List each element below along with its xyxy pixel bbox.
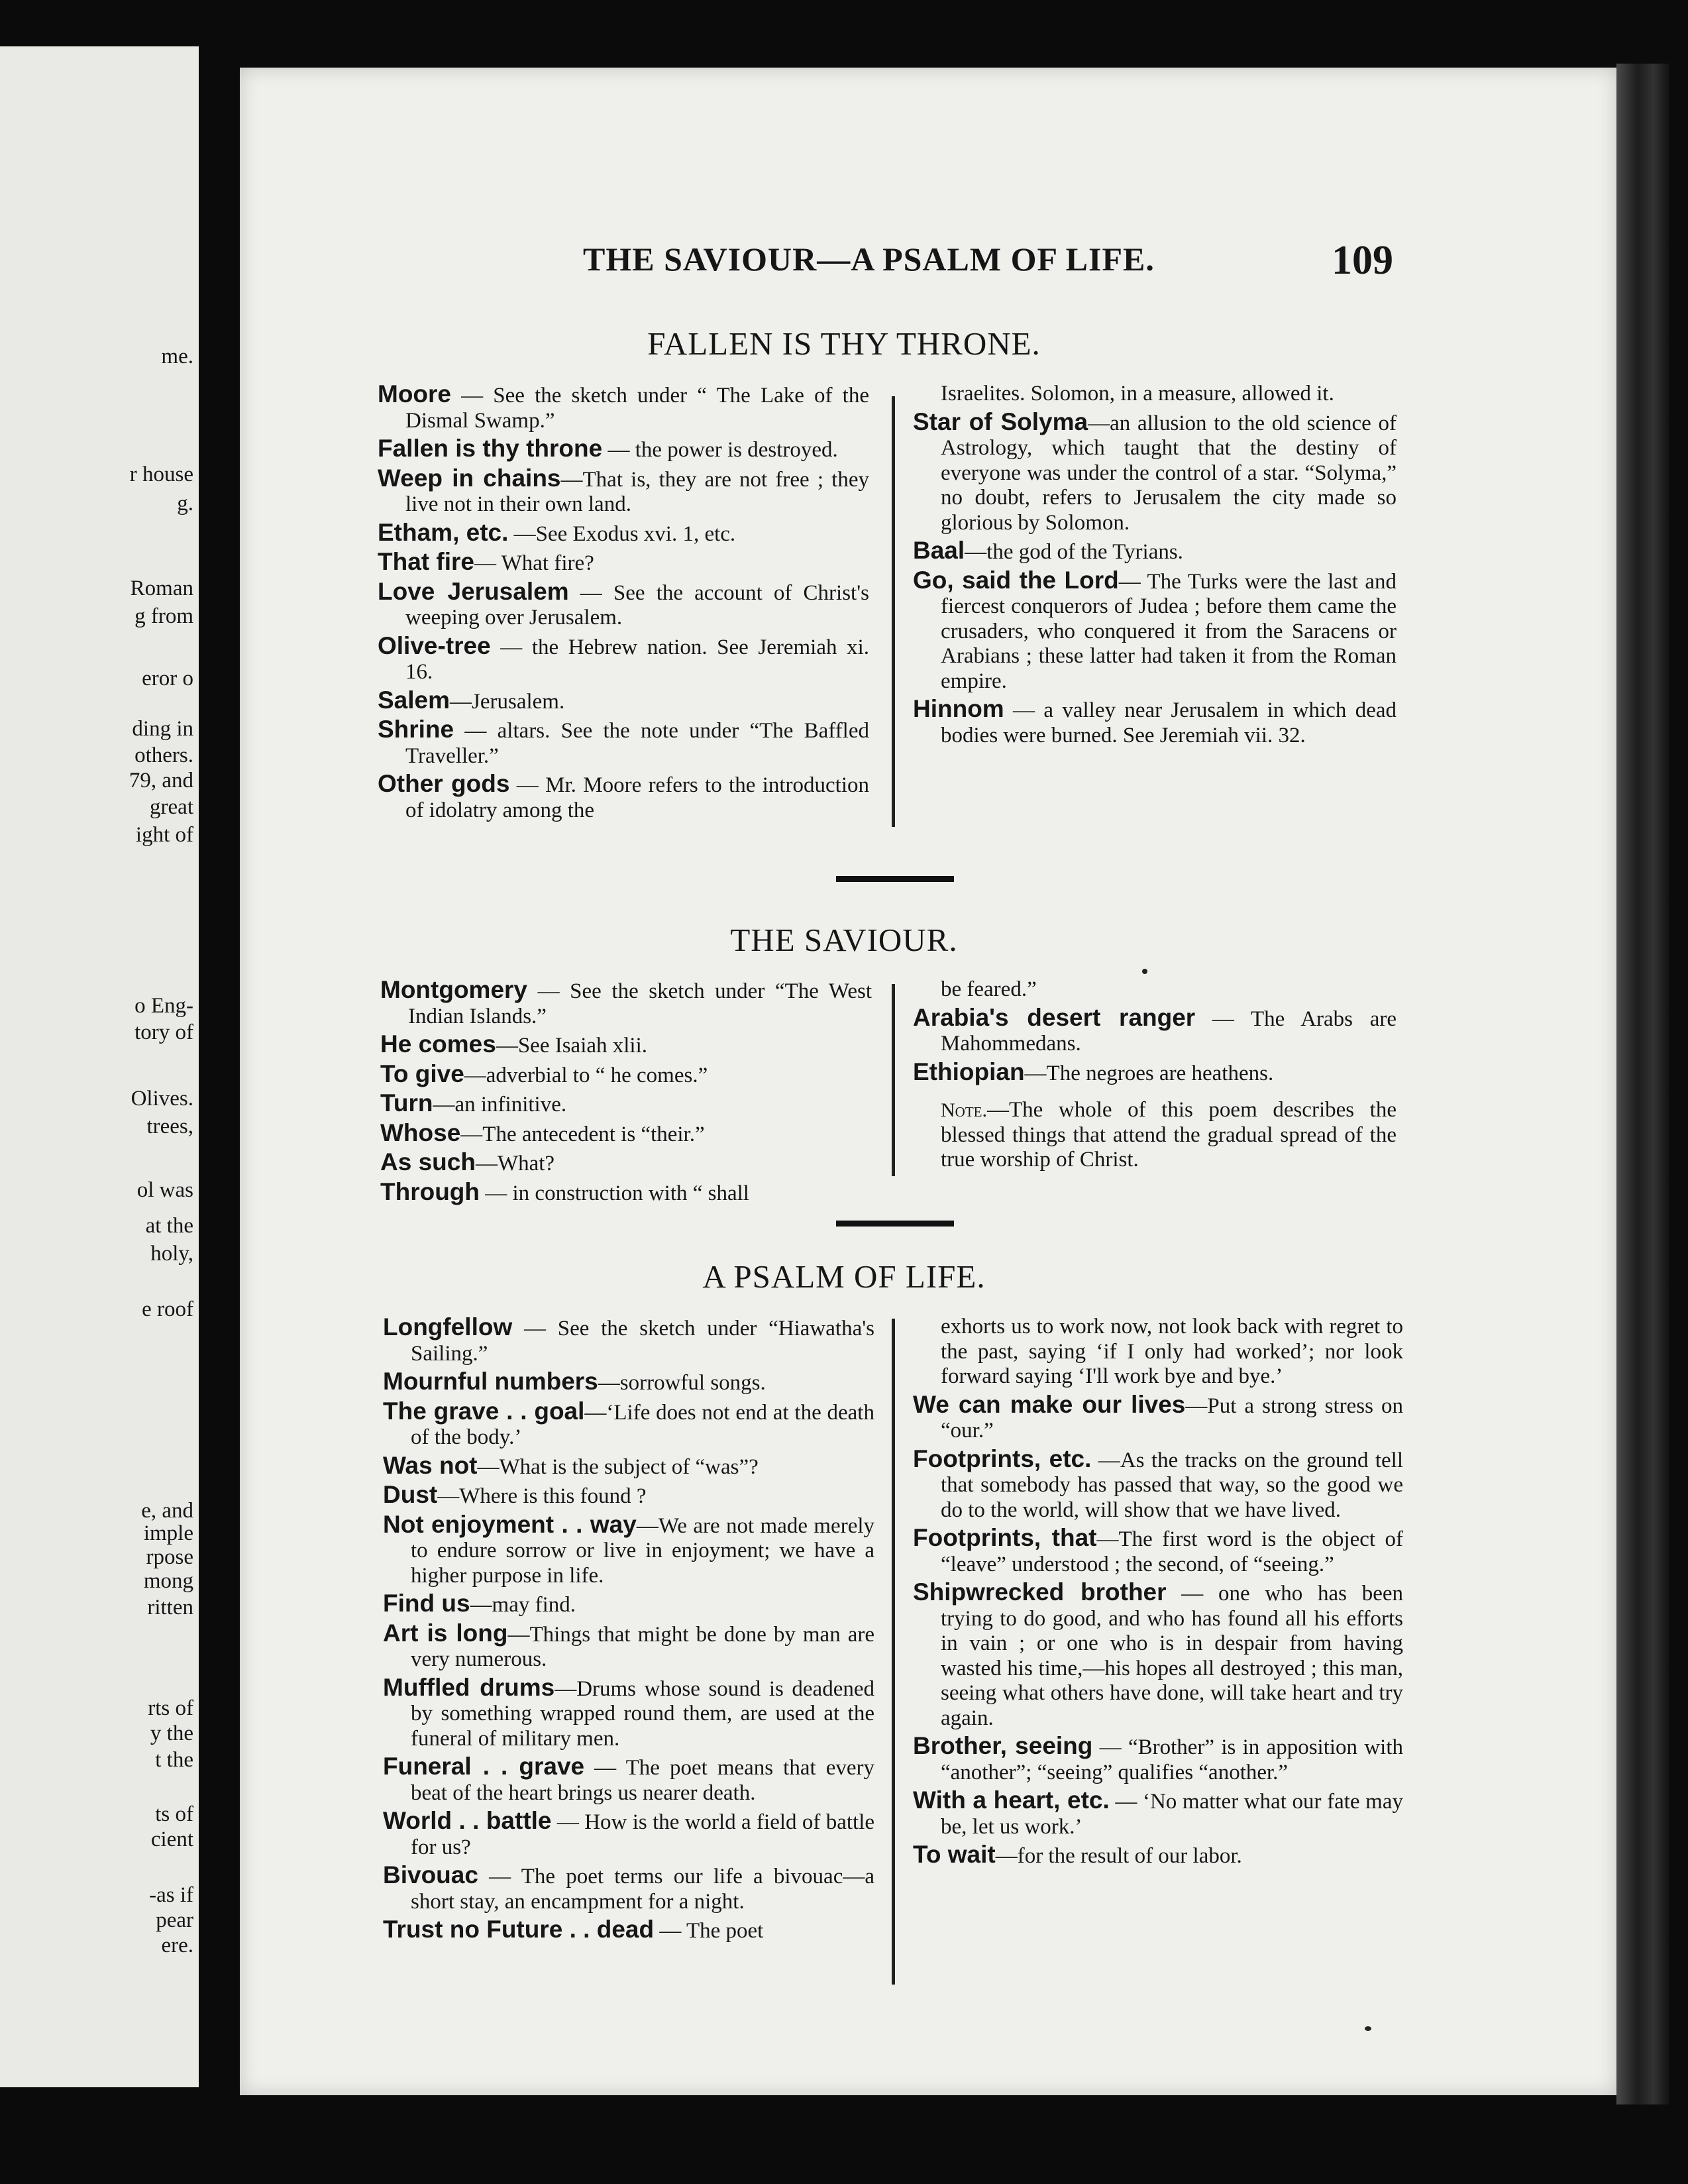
glossary-definition: What is the subject of “was”? bbox=[499, 1454, 759, 1479]
glossary-term: Funeral . . grave bbox=[383, 1753, 585, 1780]
glossary-separator: — bbox=[512, 1317, 558, 1340]
glossary-entry bbox=[378, 633, 869, 685]
glossary-term: Brother, seeing bbox=[913, 1732, 1093, 1759]
glossary-term: Longfellow bbox=[383, 1313, 513, 1340]
section-title-psalm: A PSALM OF LIFE. bbox=[702, 1258, 986, 1295]
glossary-separator: — bbox=[460, 1122, 483, 1146]
glossary-term: Olive-tree bbox=[378, 631, 491, 659]
left-page-text-fragment: ts of bbox=[155, 1802, 193, 1826]
glossary-entry bbox=[913, 1525, 1403, 1577]
glossary-definition: ‘Life does not end at the death of the body.’ bbox=[411, 1400, 874, 1449]
glossary-separator: — bbox=[470, 1593, 492, 1617]
glossary-definition: As the tracks on the ground tell that somebody has passed that way, so the good we do to the world, will show that we have lived. bbox=[941, 1448, 1404, 1522]
glossary-definition: an infinitive. bbox=[454, 1093, 567, 1117]
glossary-separator: — bbox=[474, 551, 501, 575]
glossary-entry bbox=[913, 1005, 1397, 1057]
glossary-definition: The first word is the object of “leave” understood ; the second, of “seeing.” bbox=[941, 1527, 1403, 1576]
glossary-term: Find us bbox=[383, 1590, 470, 1617]
glossary-separator: — bbox=[1195, 1007, 1251, 1031]
glossary-definition: adverbial to “ he comes.” bbox=[486, 1063, 708, 1087]
glossary-term: Footprints, etc. bbox=[913, 1445, 1092, 1472]
glossary-entry bbox=[380, 1062, 872, 1089]
glossary-separator: — bbox=[1118, 569, 1147, 594]
glossary-entry bbox=[383, 1675, 874, 1752]
glossary-entry bbox=[380, 1032, 872, 1059]
glossary-entry bbox=[380, 977, 872, 1029]
left-page-text-fragment: y the bbox=[150, 1721, 193, 1745]
glossary-term: The grave . . goal bbox=[383, 1397, 585, 1425]
glossary-definition: for the result of our labor. bbox=[1017, 1844, 1242, 1868]
glossary-entry bbox=[913, 1842, 1403, 1869]
section-3-left-column bbox=[383, 1315, 874, 1947]
glossary-term: Weep in chains bbox=[378, 464, 561, 492]
left-page-text-fragment: e roof bbox=[142, 1297, 193, 1321]
glossary-entry bbox=[383, 1369, 874, 1396]
glossary-separator: — bbox=[584, 1400, 607, 1425]
left-page-text-fragment: Olives. bbox=[131, 1087, 193, 1111]
section-title-fallen: FALLEN IS THY THRONE. bbox=[647, 325, 1041, 362]
column-divider bbox=[892, 1319, 895, 1985]
section-title-saviour: THE SAVIOUR. bbox=[730, 922, 958, 958]
left-page-text-fragment: t the bbox=[155, 1748, 193, 1772]
glossary-definition: Where is this found ? bbox=[459, 1484, 647, 1508]
ink-speck bbox=[1365, 2026, 1371, 2031]
glossary-term: Etham, etc. bbox=[378, 518, 509, 546]
book-spine bbox=[1616, 64, 1669, 2104]
glossary-term: Whose bbox=[380, 1119, 461, 1146]
continuation-text: be feared.” bbox=[941, 977, 1037, 1001]
section-2-right-column bbox=[913, 977, 1397, 1175]
left-page-text-fragment: rts of bbox=[148, 1696, 193, 1720]
glossary-definition: altars. See the note under “The Baffled Traveller.” bbox=[405, 719, 869, 768]
glossary-entry bbox=[380, 1150, 872, 1177]
left-page-text-fragment: g. bbox=[177, 492, 193, 516]
glossary-definition: See Exodus xvi. 1, etc. bbox=[535, 521, 736, 546]
glossary-entry bbox=[383, 1453, 874, 1480]
section-2-left-column bbox=[380, 977, 872, 1209]
glossary-term: Star of Solyma bbox=[913, 408, 1088, 435]
glossary-separator: — bbox=[496, 1034, 518, 1058]
glossary-definition: What fire? bbox=[501, 551, 594, 575]
section-1-right-entries bbox=[913, 410, 1397, 749]
glossary-entry bbox=[378, 436, 869, 463]
glossary-entry bbox=[383, 1315, 874, 1366]
glossary-definition: may find. bbox=[492, 1593, 576, 1617]
glossary-term: Other gods bbox=[378, 770, 510, 797]
glossary-definition: in construction with “ shall bbox=[512, 1181, 749, 1205]
left-page-text-fragment: eror o bbox=[142, 667, 193, 690]
glossary-term: Moore bbox=[378, 380, 451, 408]
glossary-definition: sorrowful songs. bbox=[619, 1371, 766, 1395]
glossary-entry bbox=[383, 1808, 874, 1860]
left-page-text-fragment: r house bbox=[129, 463, 193, 486]
left-page-text-fragment: o Eng- bbox=[134, 994, 193, 1018]
glossary-term: To give bbox=[380, 1060, 464, 1087]
glossary-definition: See the sketch under “ The Lake of the Dismal Swamp.” bbox=[405, 384, 869, 433]
glossary-definition: Jerusalem. bbox=[472, 689, 565, 714]
glossary-entry bbox=[383, 1863, 874, 1914]
glossary-entry bbox=[913, 1392, 1403, 1444]
glossary-term: Trust no Future . . dead bbox=[383, 1916, 655, 1943]
glossary-term: Salem bbox=[378, 686, 450, 714]
glossary-definition: Put a strong stress on “our.” bbox=[941, 1393, 1404, 1443]
glossary-definition: “Brother” is in apposition with “another”; “seeing” qualifies “another.” bbox=[941, 1735, 1404, 1784]
glossary-separator: — bbox=[654, 1919, 686, 1943]
glossary-separator: — bbox=[437, 1484, 460, 1508]
column-divider bbox=[892, 984, 895, 1176]
left-page-text-fragment: g from bbox=[134, 604, 193, 628]
glossary-term: Through bbox=[380, 1177, 480, 1205]
glossary-separator: — bbox=[568, 580, 613, 605]
glossary-entry bbox=[380, 1179, 872, 1207]
note bbox=[913, 1098, 1397, 1173]
glossary-term: World . . battle bbox=[383, 1807, 552, 1834]
glossary-entry bbox=[913, 1580, 1403, 1731]
section-rule bbox=[836, 1221, 954, 1227]
note-text: —The whole of this poem describes the blessed things that attend the gradual spread of the true worship of Christ. bbox=[941, 1098, 1397, 1172]
glossary-term: He comes bbox=[380, 1030, 496, 1058]
glossary-term: Love Jerusalem bbox=[378, 577, 569, 605]
glossary-separator: — bbox=[554, 1676, 577, 1701]
glossary-definition: Mr. Moore refers to the introduction of idolatry among the bbox=[405, 773, 870, 822]
glossary-term: That fire bbox=[378, 548, 474, 575]
glossary-definition: The negroes are heathens. bbox=[1046, 1061, 1274, 1085]
glossary-separator: — bbox=[433, 1093, 455, 1117]
glossary-term: As such bbox=[380, 1148, 476, 1175]
glossary-entry bbox=[383, 1399, 874, 1450]
glossary-entry bbox=[378, 717, 869, 769]
glossary-entry bbox=[378, 579, 869, 631]
glossary-entry bbox=[378, 771, 869, 823]
glossary-entry bbox=[383, 1621, 874, 1672]
left-page-text-fragment: me. bbox=[161, 345, 193, 368]
glossary-entry bbox=[913, 1060, 1397, 1087]
glossary-entry bbox=[913, 1733, 1403, 1785]
glossary-term: Muffled drums bbox=[383, 1673, 555, 1701]
glossary-entry bbox=[380, 1091, 872, 1118]
section-rule bbox=[836, 876, 954, 882]
glossary-separator: — bbox=[507, 1622, 530, 1647]
left-page-text-fragment: trees, bbox=[146, 1115, 193, 1138]
left-page-text-fragment: tory of bbox=[134, 1020, 193, 1044]
glossary-definition: the power is destroyed. bbox=[635, 438, 838, 462]
left-page-text-fragment: pear bbox=[156, 1908, 193, 1932]
ink-speck bbox=[1142, 969, 1147, 974]
glossary-definition: the god of the Tyrians. bbox=[986, 540, 1183, 564]
glossary-separator: — bbox=[1166, 1582, 1219, 1606]
column-divider bbox=[892, 396, 895, 827]
glossary-separator: — bbox=[480, 1181, 513, 1205]
glossary-separator: — bbox=[478, 1865, 521, 1888]
left-page-text-fragment: 79, and bbox=[129, 769, 193, 792]
glossary-separator: — bbox=[451, 384, 494, 408]
glossary-definition: Drums whose sound is deadened by something wrapped round them, are used at the funeral of military men. bbox=[411, 1676, 874, 1751]
glossary-entry bbox=[913, 538, 1397, 565]
glossary-separator: — bbox=[1096, 1527, 1119, 1551]
glossary-separator: — bbox=[551, 1810, 585, 1834]
note-label: Note. bbox=[941, 1099, 987, 1121]
glossary-separator: — bbox=[965, 540, 987, 564]
glossary-term: Footprints, that bbox=[913, 1524, 1097, 1551]
page-number: 109 bbox=[1332, 238, 1393, 283]
glossary-term: Hinnom bbox=[913, 695, 1004, 722]
glossary-term: Shipwrecked brother bbox=[913, 1578, 1167, 1606]
glossary-definition: Things that might be done by man are very numerous. bbox=[411, 1622, 874, 1671]
left-page-text-fragment: mong bbox=[143, 1569, 193, 1593]
section-1-right-column bbox=[913, 382, 1397, 751]
glossary-term: Ethiopian bbox=[913, 1058, 1025, 1085]
glossary-term: Go, said the Lord bbox=[913, 566, 1119, 594]
glossary-term: Turn bbox=[380, 1089, 433, 1117]
glossary-separator: — bbox=[1024, 1061, 1047, 1085]
glossary-separator: — bbox=[602, 438, 635, 462]
glossary-term: Mournful numbers bbox=[383, 1368, 598, 1395]
left-page-text-fragment: others. bbox=[134, 743, 193, 767]
left-page-text-fragment: holy, bbox=[150, 1242, 193, 1266]
glossary-term: Not enjoyment . . way bbox=[383, 1510, 637, 1538]
glossary-separator: — bbox=[490, 635, 532, 659]
left-page-text-fragment: ding in bbox=[132, 717, 193, 741]
left-page-text-fragment: great bbox=[150, 795, 193, 819]
glossary-separator: — bbox=[454, 719, 498, 743]
glossary-separator: — bbox=[636, 1513, 659, 1538]
glossary-definition: an allusion to the old science of Astrology, which taught that the destiny of everyone was under the control of a star. “Solyma,” no doubt, refers to Jerusalem the city made so glorious by Solomon. bbox=[941, 411, 1397, 535]
glossary-separator: — bbox=[509, 773, 546, 797]
glossary-definition: ‘No matter what our fate may be, let us work.’ bbox=[941, 1790, 1403, 1839]
left-page-text-fragment: ol was bbox=[136, 1178, 193, 1202]
glossary-entry bbox=[383, 1917, 874, 1944]
glossary-entry bbox=[913, 1788, 1403, 1839]
glossary-separator: — bbox=[464, 1063, 486, 1087]
glossary-term: Dust bbox=[383, 1481, 438, 1508]
glossary-separator: — bbox=[527, 979, 570, 1003]
section-1-left-column bbox=[378, 382, 869, 826]
glossary-entry bbox=[378, 520, 869, 547]
glossary-term: Montgomery bbox=[380, 976, 527, 1003]
glossary-separator: — bbox=[1004, 698, 1044, 722]
left-page-text-fragment: at the bbox=[145, 1214, 193, 1238]
left-page-text-fragment: imple bbox=[143, 1521, 193, 1545]
section-3-right-column bbox=[913, 1315, 1403, 1872]
glossary-term: We can make our lives bbox=[913, 1390, 1186, 1418]
glossary-separator: — bbox=[1092, 1735, 1128, 1759]
left-page-text-fragment: ere. bbox=[161, 1934, 193, 1957]
glossary-separator: — bbox=[560, 467, 583, 492]
glossary-separator: — bbox=[477, 1454, 500, 1479]
glossary-separator: — bbox=[508, 521, 536, 546]
glossary-separator: — bbox=[1088, 411, 1110, 435]
glossary-entry bbox=[383, 1512, 874, 1589]
glossary-entry bbox=[913, 696, 1397, 748]
glossary-definition: The poet means that every beat of the heart brings us nearer death. bbox=[411, 1756, 874, 1805]
glossary-entry bbox=[913, 410, 1397, 536]
glossary-separator: — bbox=[1185, 1393, 1208, 1418]
left-page-text-fragment: -as if bbox=[149, 1883, 193, 1907]
glossary-separator: — bbox=[584, 1756, 626, 1780]
glossary-definition: The Turks were the last and fiercest conquerors of Judea ; before them came the crusaders, who conquered it from the Saracens or Arabians ; these latter had taken it from the Roman empire. bbox=[941, 569, 1397, 693]
glossary-term: Arabia's desert ranger bbox=[913, 1003, 1196, 1031]
continuation-text: exhorts us to work now, not look back with regret to the past, saying ‘if I only had worked’; nor look forward saying ‘I'll work bye and bye.’ bbox=[941, 1315, 1403, 1388]
glossary-entry bbox=[378, 549, 869, 576]
left-page-text-fragment: ight of bbox=[135, 823, 193, 847]
glossary-separator: — bbox=[995, 1844, 1018, 1868]
glossary-definition: See Isaiah xlii. bbox=[517, 1034, 648, 1058]
glossary-entry bbox=[383, 1482, 874, 1509]
glossary-definition: See the account of Christ's weeping over Jerusalem. bbox=[405, 580, 870, 629]
glossary-entry bbox=[378, 382, 869, 433]
glossary-definition: a valley near Jerusalem in which dead bodies were burned. See Jeremiah vii. 32. bbox=[941, 698, 1397, 747]
glossary-definition: That is, they are not free ; they live not in their own land. bbox=[405, 467, 869, 516]
glossary-term: Shrine bbox=[378, 716, 454, 743]
glossary-term: Baal bbox=[913, 537, 965, 564]
glossary-entry bbox=[383, 1591, 874, 1618]
glossary-definition: What? bbox=[497, 1152, 555, 1175]
section-2-right-entries bbox=[913, 1005, 1397, 1087]
glossary-definition: The Arabs are Mahommedans. bbox=[941, 1007, 1397, 1056]
left-page-text-fragment: cient bbox=[150, 1828, 193, 1851]
glossary-term: Art is long bbox=[383, 1619, 508, 1647]
glossary-term: To wait bbox=[913, 1841, 996, 1868]
glossary-separator: — bbox=[1091, 1448, 1120, 1472]
glossary-term: Fallen is thy throne bbox=[378, 435, 603, 462]
glossary-term: Was not bbox=[383, 1451, 478, 1479]
glossary-entry bbox=[913, 568, 1397, 694]
left-page-text-fragment: e, and bbox=[141, 1499, 193, 1523]
glossary-separator: — bbox=[475, 1152, 498, 1175]
glossary-definition: the Hebrew nation. See Jeremiah xi. 16. bbox=[405, 635, 870, 684]
left-page-text-fragment: Roman bbox=[130, 576, 193, 600]
glossary-entry bbox=[383, 1754, 874, 1806]
glossary-entry bbox=[913, 1447, 1403, 1523]
glossary-entry bbox=[380, 1120, 872, 1148]
glossary-definition: See the sketch under “Hiawatha's Sailing.” bbox=[411, 1317, 875, 1366]
glossary-definition: one who has been trying to do good, and who has found all his efforts in vain ; or one who is in despair from having wasted his time,—his hopes all destroyed ; this man, seeing what others have done, will take heart and try again. bbox=[941, 1582, 1404, 1730]
glossary-definition: The poet bbox=[686, 1919, 764, 1943]
glossary-entry bbox=[378, 466, 869, 518]
glossary-definition: See the sketch under “The West Indian Islands.” bbox=[408, 979, 872, 1028]
section-3-right-entries bbox=[913, 1392, 1403, 1869]
glossary-definition: The poet terms our life a bivouac—a short stay, an encampment for a night. bbox=[411, 1865, 874, 1914]
glossary-term: With a heart, etc. bbox=[913, 1786, 1110, 1814]
glossary-definition: We are not made merely to endure sorrow or live in enjoyment; we have a higher purpose in life. bbox=[411, 1513, 875, 1588]
glossary-separator: — bbox=[1109, 1790, 1143, 1814]
left-page-text-fragment: ritten bbox=[147, 1596, 193, 1619]
glossary-entry bbox=[378, 688, 869, 715]
glossary-definition: The antecedent is “their.” bbox=[482, 1122, 705, 1146]
running-head: THE SAVIOUR—A PSALM OF LIFE. bbox=[583, 241, 1155, 278]
continuation-text: Israelites. Solomon, in a measure, allowed it. bbox=[941, 382, 1334, 406]
glossary-term: Bivouac bbox=[383, 1861, 478, 1888]
glossary-separator: — bbox=[450, 689, 472, 714]
glossary-definition: How is the world a field of battle for us? bbox=[411, 1810, 875, 1859]
glossary-separator: — bbox=[598, 1371, 620, 1395]
left-page-text-fragment: rpose bbox=[146, 1545, 193, 1569]
